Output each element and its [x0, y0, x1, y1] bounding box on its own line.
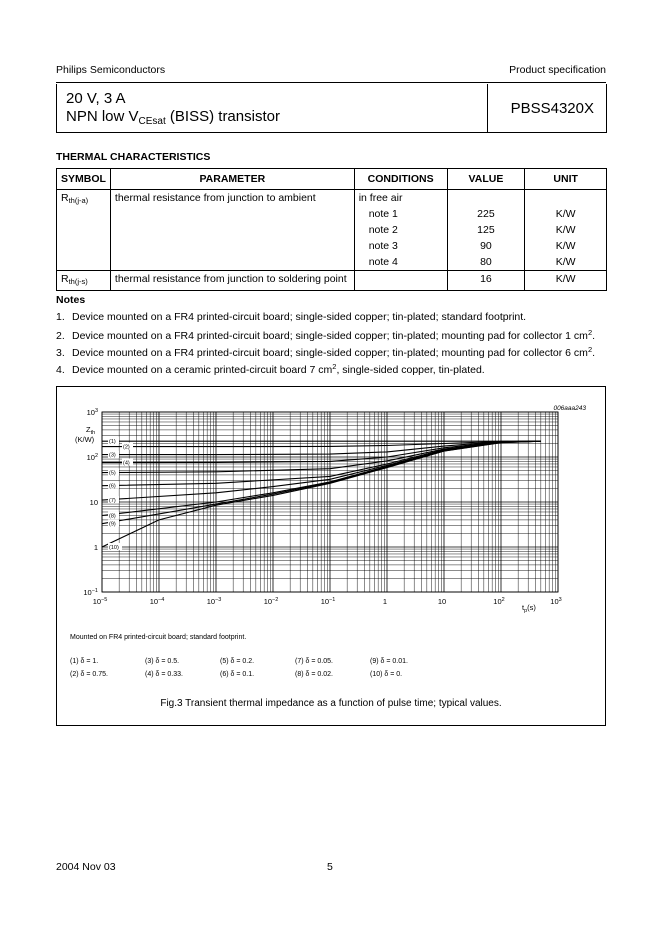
curve-label: (5)	[109, 470, 116, 477]
series-line-6	[102, 441, 541, 486]
series-line-3	[102, 441, 541, 454]
curve-label: (8)	[109, 513, 116, 520]
series-line-8	[102, 441, 541, 515]
col-header-symbol: SYMBOL	[57, 169, 111, 190]
note-item: 3. Device mounted on a FR4 printed-circuit board; single-sided copper; tin-plated; mounting pad for collector 6 $cm^2$.	[56, 345, 596, 359]
legend-entry: (8) δ = 0.02.	[295, 671, 333, 678]
y-tick-label: $10^3$	[86, 408, 98, 417]
condition-note: note 1	[354, 206, 447, 222]
legend-entry: (5) δ = 0.2.	[220, 658, 255, 665]
x-tick-label: $10^{-1}$	[320, 597, 336, 606]
chart-code: 006aaa243	[553, 405, 586, 412]
table-row	[57, 190, 607, 207]
condition-free-air: in free air	[354, 190, 447, 207]
unit-cell: K/W	[525, 206, 607, 222]
y-tick-label: 10	[89, 498, 98, 507]
condition-cell	[354, 271, 447, 291]
value-cell: 16	[447, 271, 525, 291]
table-row	[57, 271, 607, 291]
x-tick-label: $10^{-3}$	[206, 597, 222, 606]
curve-label: (9)	[109, 521, 116, 528]
value-cell: 90	[447, 238, 525, 254]
col-header-conditions: CONDITIONS	[354, 169, 447, 190]
thermal-table	[56, 168, 607, 291]
symbol-rth-ja: $R_{th(j-a)}$	[57, 190, 111, 271]
condition-note: note 3	[354, 238, 447, 254]
mounting-note: Mounted on FR4 printed-circuit board; standard footprint.	[70, 634, 247, 641]
y-axis-label: $Z_{th}$	[86, 425, 96, 436]
unit-cell: K/W	[525, 238, 607, 254]
note-item: 1. Device mounted on a FR4 printed-circuit board; single-sided copper; tin-plated; standard footprint.	[56, 311, 527, 323]
y-tick-label: 1	[93, 543, 98, 552]
value-cell: 80	[447, 254, 525, 271]
legend-entry: (3) δ = 0.5.	[145, 658, 180, 665]
curve-label: (6)	[109, 483, 116, 490]
note-item: 4. Device mounted on a ceramic printed-circuit board 7 $cm^2$, single-sided copper, tin-plated.	[56, 362, 485, 376]
col-header-parameter: PARAMETER	[110, 169, 354, 190]
footer-date: 2004 Nov 03	[56, 861, 116, 873]
note-item: 2. Device mounted on a FR4 printed-circuit board; single-sided copper; tin-plated; mounting pad for collector 1 $cm^2$.	[56, 328, 596, 342]
series-line-4	[102, 441, 541, 462]
legend-entry: (2) δ = 0.75.	[70, 671, 108, 678]
x-tick-label: $10^{-2}$	[263, 597, 279, 606]
value-cell: 125	[447, 222, 525, 238]
part-number: PBSS4320X	[510, 100, 594, 117]
chart-grid	[102, 412, 558, 592]
y-axis-unit: (K/W)	[75, 435, 95, 444]
series-line-9	[102, 441, 541, 524]
legend-entry: (7) δ = 0.05.	[295, 658, 333, 665]
condition-note: note 2	[354, 222, 447, 238]
value-cell: 225	[447, 206, 525, 222]
y-tick-label: $10^2$	[86, 453, 98, 462]
x-tick-label: $10^3$	[550, 597, 562, 606]
curve-label: (10)	[109, 545, 119, 551]
thermal-impedance-chart	[56, 386, 606, 726]
document-type: Product specification	[509, 64, 606, 76]
x-tick-label: $10^2$	[493, 597, 505, 606]
condition-note: note 4	[354, 254, 447, 271]
curve-label: (1)	[109, 439, 116, 446]
curve-label: (4)	[123, 460, 130, 467]
title-divider	[487, 84, 488, 133]
notes-title: Notes	[56, 294, 86, 306]
param-rth-ja: thermal resistance from junction to ambient	[110, 190, 354, 271]
curve-label: (2)	[123, 444, 130, 451]
x-tick-label: 10	[437, 597, 447, 606]
y-tick-label: $10^{-1}$	[83, 588, 98, 597]
title-right-border	[606, 84, 607, 133]
company-name: Philips Semiconductors	[56, 64, 166, 76]
param-rth-js: thermal resistance from junction to soldering point	[110, 271, 354, 291]
x-tick-label: $10^{-5}$	[92, 597, 108, 606]
title-left-border	[56, 84, 57, 133]
section-title: THERMAL CHARACTERISTICS	[56, 151, 211, 163]
curve-label: (3)	[109, 452, 116, 459]
unit-cell: K/W	[525, 271, 607, 291]
unit-cell: K/W	[525, 254, 607, 271]
legend-entry: (10) δ = 0.	[370, 671, 403, 678]
x-tick-label: 1	[382, 597, 388, 606]
legend-entry: (9) δ = 0.01.	[370, 658, 408, 665]
title-line-2: NPN low $V_{CEsat}$ (BISS) transistor	[66, 108, 280, 127]
title-line-1: 20 V, 3 A	[66, 90, 126, 107]
chart-ticks	[83, 408, 561, 606]
curve-label: (7)	[109, 498, 116, 505]
legend-entry: (6) δ = 0.1.	[220, 671, 255, 678]
title-box	[56, 84, 606, 133]
col-header-value: VALUE	[447, 169, 525, 190]
legend-entry: (1) δ = 1.	[70, 658, 99, 665]
table-header-row	[57, 169, 607, 190]
x-axis-label: $t_p(s)$	[522, 603, 536, 614]
x-tick-label: $10^{-4}$	[149, 597, 165, 606]
col-header-unit: UNIT	[525, 169, 607, 190]
unit-cell: K/W	[525, 222, 607, 238]
legend-entry: (4) δ = 0.33.	[145, 671, 183, 678]
page-number: 5	[327, 861, 333, 873]
header-rule	[56, 82, 606, 83]
symbol-rth-js: $R_{th(j-s)}$	[57, 271, 111, 291]
figure-caption: Fig.3 Transient thermal impedance as a function of pulse time; typical values.	[160, 698, 502, 709]
